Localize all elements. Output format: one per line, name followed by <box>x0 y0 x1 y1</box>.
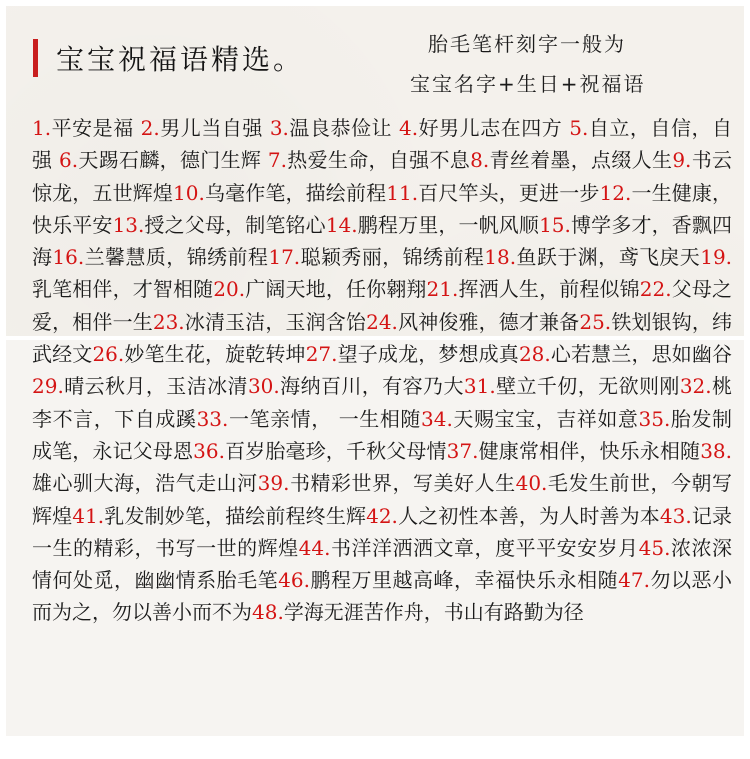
blessing-number: 23. <box>152 309 185 334</box>
blessing-item <box>270 116 399 140</box>
blessing-text: 冰清玉洁，玉润含饴 <box>184 309 367 334</box>
blessing-item <box>421 407 639 431</box>
blessing-item <box>193 439 447 463</box>
blessing-item <box>32 116 141 140</box>
blessing-number: 32. <box>679 374 712 399</box>
blessing-text: 挥洒人生，前程似锦 <box>458 277 640 302</box>
blessing-number: 18. <box>484 245 517 270</box>
blessing-text: 鹏程万里越高峰，幸福快乐永相随 <box>309 568 619 593</box>
blessing-number: 25. <box>579 309 612 334</box>
blessing-number: 20. <box>213 277 246 302</box>
blessing-number: 38. <box>700 438 733 463</box>
blessing-text: 天赐宝宝，吉祥如意 <box>452 406 639 431</box>
engraving-note-line1: 胎毛笔杆刻字一般为 <box>428 32 626 56</box>
blessing-text: 晴云秋月，玉洁冰清 <box>63 374 248 399</box>
blessing-text: 聪颖秀丽，锦绣前程 <box>300 245 485 270</box>
blessing-number: 5. <box>569 116 589 140</box>
blessing-number: 47. <box>618 568 650 593</box>
blessing-number: 21. <box>426 277 459 302</box>
blessing-text: 温良恭俭让 <box>288 116 399 140</box>
blessing-number: 29. <box>32 374 64 399</box>
blessing-text: 勿以恶小而为之，勿以善小而不为 <box>32 568 732 625</box>
blessing-item <box>153 310 366 334</box>
blessing-number: 42. <box>366 503 398 528</box>
blessing-item <box>306 342 519 366</box>
blessing-item <box>464 374 680 398</box>
blessing-item <box>484 245 700 269</box>
blessing-item <box>252 600 584 624</box>
blessing-text: 百尺竿头，更进一步 <box>418 180 600 205</box>
blessing-text: 一生健康，快乐平安 <box>32 180 733 237</box>
blessing-item <box>258 471 516 495</box>
blessing-text: 海纳百川，有容乃大 <box>279 374 464 399</box>
blessing-item <box>52 245 268 269</box>
blessing-number: 37. <box>446 438 479 463</box>
blessing-text: 毛发生前世，今朝写辉煌 <box>32 471 733 528</box>
blessing-number: 4. <box>398 116 419 140</box>
blessing-text: 学海无涯苦作舟，书山有路勤为径 <box>283 600 584 625</box>
blessing-text: 人之初性本善，为人时善为本 <box>397 503 660 528</box>
blessing-number: 30. <box>247 374 280 399</box>
blessing-item <box>59 148 268 172</box>
blessing-number: 33. <box>196 406 229 431</box>
blessing-number: 14. <box>325 212 358 237</box>
blessing-item <box>519 342 732 366</box>
blessing-number: 3. <box>269 116 289 140</box>
blessing-text: 父母之爱，相伴一生 <box>32 277 733 334</box>
blessing-item <box>386 181 599 205</box>
blessing-text: 自立，自信，自强 <box>32 116 733 173</box>
blessing-text: 雄心驯大海，浩气走山河 <box>32 471 258 496</box>
blessing-item <box>248 374 464 398</box>
blessing-number: 13. <box>112 212 145 237</box>
blessing-number: 10. <box>173 180 205 205</box>
blessing-text: 乳发制妙笔，描绘前程终生辉 <box>104 503 367 528</box>
blessing-item <box>399 116 569 140</box>
blessing-text: 兰馨慧质，锦绣前程 <box>84 245 269 270</box>
blessings-list <box>32 112 732 629</box>
blessing-text: 百岁胎毫珍，千秋父母情 <box>224 438 447 463</box>
blessing-text: 书洋洋洒洒文章，度平平安安岁月 <box>330 535 639 560</box>
blessing-number: 9. <box>672 148 692 173</box>
header-accent-bar <box>33 39 38 77</box>
blessing-item <box>72 504 366 528</box>
page-title: 宝宝祝福语精选。 <box>56 43 305 76</box>
blessing-number: 28. <box>518 342 551 367</box>
blessing-text: 鱼跃于渊，鸢飞戾天 <box>516 245 701 270</box>
blessing-text: 青丝着墨，点缀人生 <box>489 148 673 173</box>
blessing-text: 壁立千仞，无欲则刚 <box>495 374 680 399</box>
blessing-item <box>92 342 305 366</box>
blessing-text: 记录一生的精彩，书写一世的辉煌 <box>32 503 733 560</box>
blessing-item <box>366 504 660 528</box>
blessing-number: 19. <box>700 245 733 270</box>
blessing-text: 望子成龙，梦想成真 <box>337 342 519 367</box>
blessing-number: 36. <box>193 438 225 463</box>
blessing-text: 天踢石麟，德门生辉 <box>78 148 268 173</box>
blessing-number: 22. <box>639 277 672 302</box>
blessing-text: 平安是福 <box>51 116 141 140</box>
blessing-text: 博学多才，香飘四海 <box>32 212 733 270</box>
blessing-item <box>113 213 326 237</box>
blessing-text: 乌毫作笔，描绘前程 <box>204 180 387 205</box>
blessing-text: 风神俊雅，德才兼备 <box>397 309 580 334</box>
blessing-text: 心若慧兰，思如幽谷 <box>550 342 733 367</box>
blessing-number: 48. <box>252 600 284 625</box>
blessing-text: 好男儿志在四方 <box>418 116 570 140</box>
blessing-text: 书云惊龙，五世辉煌 <box>32 148 733 205</box>
blessing-number: 40. <box>515 471 548 496</box>
blessing-number: 11. <box>386 180 419 205</box>
engraving-note-line2: 宝宝名字+生日+祝福语 <box>410 72 646 96</box>
blessing-number: 27. <box>305 342 338 367</box>
blessing-number: 17. <box>268 245 301 270</box>
blessing-text: 一笔亲情， 一生相随 <box>228 406 421 431</box>
blessing-number: 39. <box>257 471 290 496</box>
blessing-text: 广阔天地，任你翱翔 <box>245 277 427 302</box>
blessing-number: 7. <box>267 148 287 173</box>
blessing-text: 授之父母，制笔铭心 <box>144 212 326 237</box>
blessing-item <box>32 374 248 398</box>
blessing-item <box>278 568 618 592</box>
blessing-item <box>268 245 484 269</box>
blessing-number: 35. <box>638 406 671 431</box>
blessing-number: 34. <box>421 406 453 431</box>
blessing-text: 胎发制成笔，永记父母恩 <box>32 406 733 463</box>
blessing-number: 44. <box>298 535 331 560</box>
blessing-number: 12. <box>599 180 632 205</box>
blessing-item <box>173 181 386 205</box>
blessing-number: 8. <box>470 148 490 173</box>
blessing-item <box>470 148 672 172</box>
blessing-number: 31. <box>463 374 496 399</box>
blessing-number: 24. <box>366 309 398 334</box>
blessing-item <box>197 407 421 431</box>
blessing-text: 男儿当自强 <box>159 116 270 140</box>
blessing-text: 健康常相伴，快乐永相随 <box>478 438 701 463</box>
blessing-item <box>427 277 640 301</box>
blessing-text: 乳笔相伴，才智相随 <box>32 277 214 302</box>
blessing-item <box>326 213 539 237</box>
blessing-number: 6. <box>58 148 79 173</box>
blessing-number: 15. <box>539 212 571 237</box>
blessing-number: 2. <box>140 116 160 140</box>
blessing-item <box>299 536 639 560</box>
blessing-item <box>366 310 579 334</box>
blessing-text: 铁划银钩，纬武经文 <box>32 309 733 367</box>
blessing-text: 妙笔生花，旋乾转坤 <box>124 342 306 367</box>
blessing-text: 浓浓深情何处觅，幽幽情系胎毛笔 <box>32 535 733 593</box>
blessing-item <box>213 277 426 301</box>
blessing-number: 46. <box>278 568 310 593</box>
header <box>33 36 304 80</box>
blessing-item <box>447 439 701 463</box>
blessing-text: 热爱生命，自强不息 <box>286 148 471 173</box>
blessing-number: 1. <box>32 116 52 140</box>
blessing-number: 41. <box>72 503 105 528</box>
blessing-text: 桃李不言，下自成蹊 <box>32 374 733 431</box>
blessing-number: 45. <box>638 535 671 560</box>
blessing-text: 鹏程万里，一帆风顺 <box>357 212 540 237</box>
blessing-item <box>268 148 470 172</box>
blessing-text: 书精彩世界，写美好人生 <box>289 471 516 496</box>
blessing-number: 16. <box>52 245 85 270</box>
blessing-item <box>141 116 270 140</box>
blessing-number: 26. <box>92 342 125 367</box>
blessing-number: 43. <box>659 503 692 528</box>
